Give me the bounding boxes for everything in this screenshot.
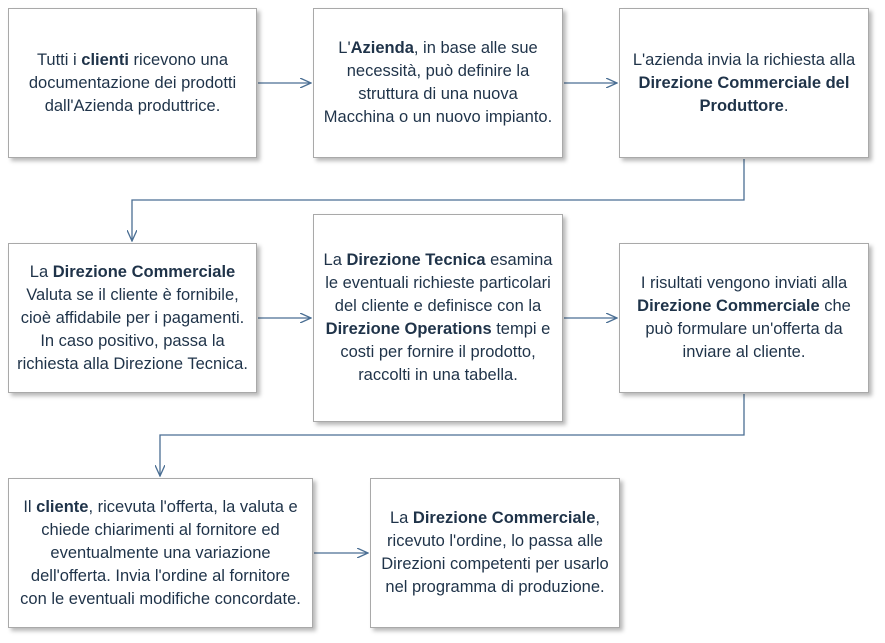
step-text-run: , ricevuto l'ordine, lo passa alle Direzioni competenti per usarlo nel programma di produzione. bbox=[381, 509, 609, 596]
step-text bbox=[17, 496, 304, 611]
step-text-run: Tutti i bbox=[36, 50, 82, 69]
step-text bbox=[628, 272, 860, 364]
step-text-bold: Direzione Tecnica bbox=[346, 251, 486, 269]
step-text bbox=[379, 507, 611, 599]
step-text bbox=[322, 37, 554, 129]
step-text-run: ricevono una documentazione dei prodotti dall'Azienda produttrice. bbox=[28, 50, 237, 115]
step-text-run: La bbox=[29, 262, 53, 281]
step-text-run: esamina le eventuali richieste particolari del cliente e definisce con la bbox=[325, 251, 553, 315]
step-text-run: tempi e costi per fornire il prodotto, raccolti in una tabella. bbox=[340, 320, 551, 384]
step-text-bold: Direzione Commerciale bbox=[412, 509, 596, 527]
step-text-run: I risultati vengono inviati alla bbox=[640, 274, 848, 292]
step-text-bold: Direzione Commerciale bbox=[52, 262, 236, 281]
step-ordine-produzione bbox=[370, 478, 620, 628]
step-text-run: L' bbox=[338, 39, 351, 57]
step-text-run: L'azienda invia la richiesta alla bbox=[632, 50, 856, 69]
step-text-run: , in base alle sue necessità, può definire la struttura di una nuova Macchina o un nuovo impianto. bbox=[323, 39, 553, 126]
step-text-run: . bbox=[783, 96, 789, 115]
step-direzione-tecnica bbox=[313, 214, 563, 422]
step-clienti-documentazione bbox=[8, 8, 257, 158]
step-text-bold: Direzione Commerciale del Produttore bbox=[638, 73, 850, 115]
step-text bbox=[628, 49, 860, 118]
step-text bbox=[17, 49, 248, 118]
step-text-run: che può formulare un'offerta da inviare al cliente. bbox=[645, 297, 851, 361]
step-text-bold: Azienda bbox=[350, 39, 414, 57]
step-text bbox=[17, 261, 248, 376]
step-text-run: , ricevuta l'offerta, la valuta e chiede chiarimenti al fornitore ed eventualmente una variazione dell'offerta. Invia l'ordine al fornitore con le eventuali modifiche concordate. bbox=[20, 497, 301, 608]
step-text-bold: Direzione Operations bbox=[325, 320, 492, 338]
step-offerta bbox=[619, 243, 869, 393]
step-cliente-valuta-offerta bbox=[8, 478, 313, 628]
step-valutazione-cliente bbox=[8, 243, 257, 393]
step-text bbox=[322, 249, 554, 387]
step-text-run: La bbox=[323, 251, 347, 269]
step-azienda-definisce bbox=[313, 8, 563, 158]
step-text-run: La bbox=[389, 509, 413, 527]
step-text-bold: cliente bbox=[36, 497, 89, 516]
step-text-bold: Direzione Commerciale bbox=[637, 297, 820, 315]
step-text-bold: clienti bbox=[81, 50, 129, 69]
step-richiesta-direzione-commerciale bbox=[619, 8, 869, 158]
step-text-run: Valuta se il cliente è fornibile, cioè affidabile per i pagamenti. In caso positivo, passa la richiesta alla Direzione Tecnica. bbox=[17, 285, 248, 373]
step-text-run: Il bbox=[23, 497, 37, 516]
